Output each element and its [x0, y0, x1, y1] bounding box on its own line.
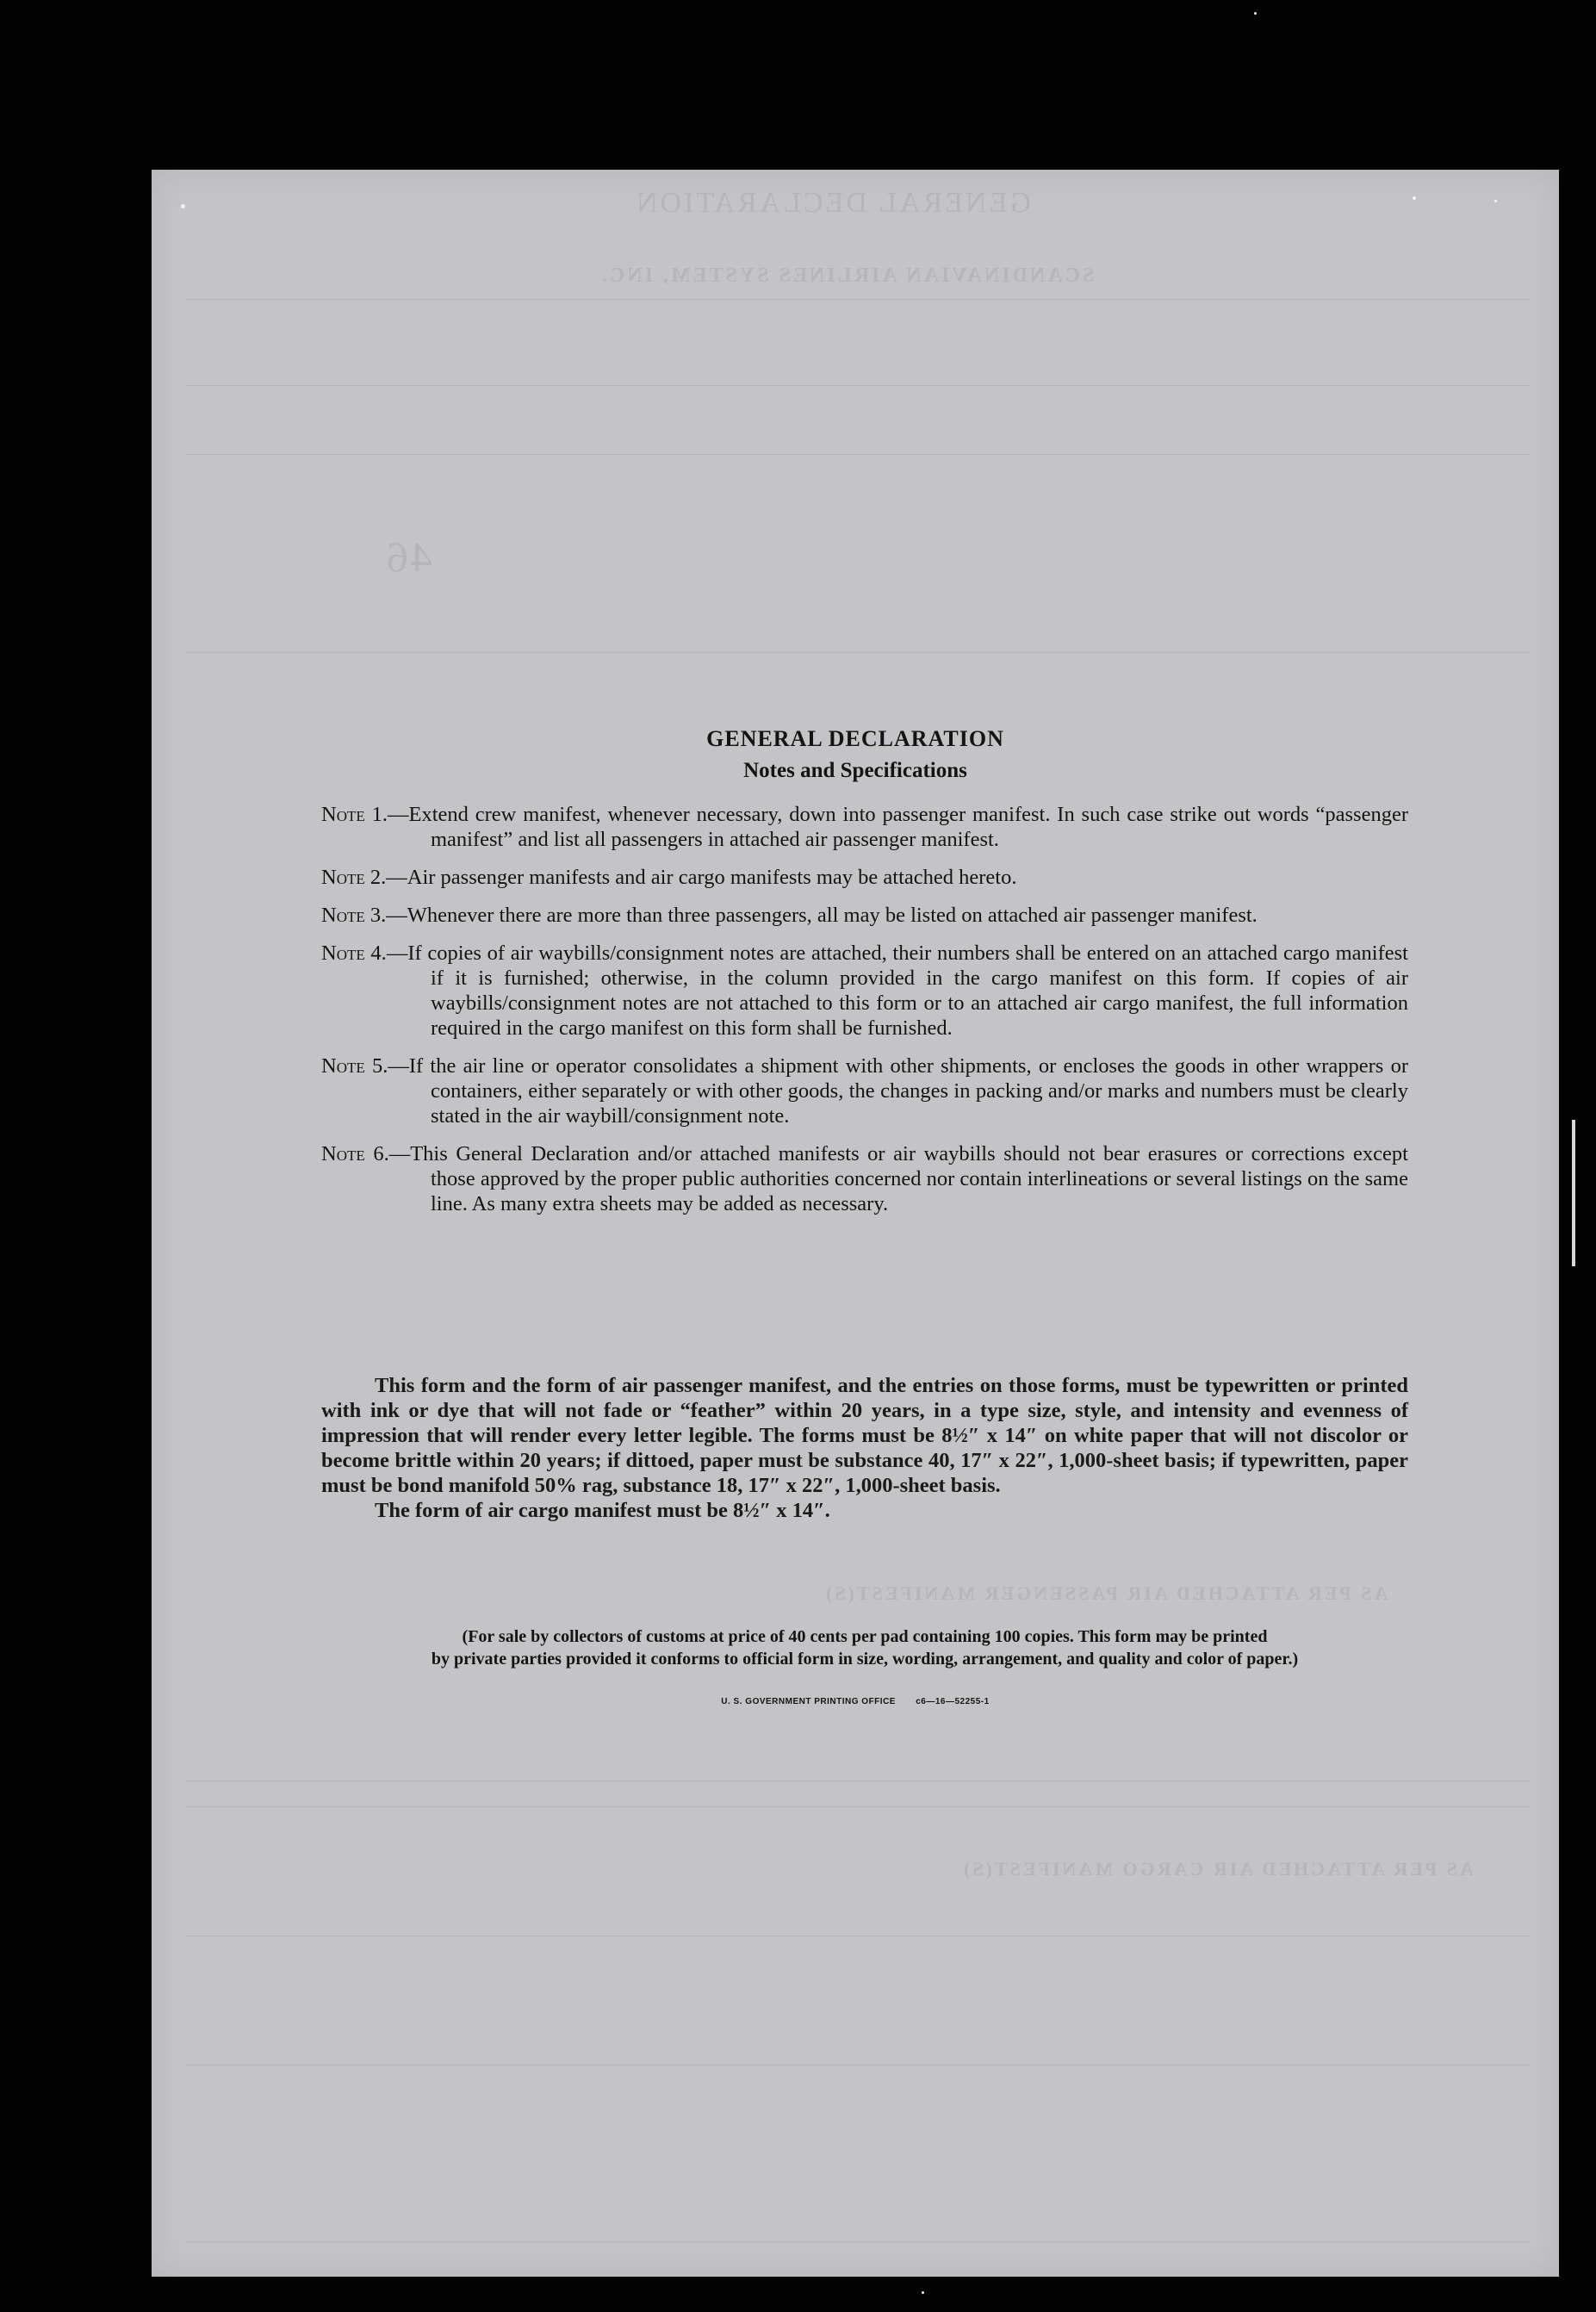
note-5-label: Note 5. [321, 1054, 388, 1078]
note-6-label: Note 6. [321, 1142, 389, 1165]
bleed-through-heading: GENERAL DECLARATION [634, 187, 1031, 219]
scan-speck [1413, 196, 1416, 200]
note-2 [321, 865, 1408, 890]
note-2-text: —Air passenger manifests and air cargo manifests may be attached hereto. [386, 866, 1017, 889]
bleed-through-number: 46 [384, 532, 432, 581]
bleed-through-stamp: AS PER ATTACHED AIR PASSENGER MANIFEST(S) [823, 1582, 1388, 1604]
note-5 [321, 1053, 1408, 1128]
note-3-text: —Whenever there are more than three passengers, all may be listed on attached air passenger manifest. [386, 904, 1258, 927]
scan-speck [181, 204, 185, 208]
specifications-paragraph: This form and the form of air passenger manifest, and the entries on those forms, must be typewritten or printed with ink or dye that will not fade or “feather” within 20 years, in a type size, style, and intensity and evenness of impression that will render every letter legible. The forms must be 8½″ x 14″ on white paper that will not discolor or become brittle within 20 years; if dittoed, paper must be substance 40, 17″ x 22″, 1,000-sheet basis; if typewritten, paper must be bond manifold 50% rag, substance 18, 17″ x 22″, 1,000-sheet basis. [321, 1374, 1408, 1497]
print-code: c6—16—52255-1 [916, 1697, 990, 1706]
note-3 [321, 903, 1408, 928]
document-content [152, 170, 1559, 2277]
scan-speck [1254, 12, 1257, 15]
note-2-label: Note 2. [321, 866, 387, 889]
sale-notice-line-2: by private parties provided it conforms to official form in size, wording, arrangement, and quality and color of paper.) [431, 1650, 1299, 1669]
document-title: GENERAL DECLARATION [706, 726, 1004, 751]
note-4 [321, 941, 1408, 1041]
notes-list [321, 802, 1408, 1229]
bleed-through-stamp: AS PER ATTACHED AIR CARGO MANIFEST(S) [961, 1858, 1474, 1880]
note-4-text: —If copies of air waybills/consignment notes are attached, their numbers shall be entered on an attached cargo manifest if it is furnished; otherwise, in the column provided in the cargo manifest on this form. If copies of air waybills/consignment notes are not attached to this form or to an attached air cargo manifest, the full information required in the cargo manifest on this form shall be furnished. [386, 942, 1408, 1040]
note-1-label: Note 1. [321, 803, 388, 826]
printer-name: U. S. GOVERNMENT PRINTING OFFICE [721, 1697, 896, 1706]
note-1 [321, 802, 1408, 852]
form-specifications [321, 1373, 1408, 1523]
document-subtitle: Notes and Specifications [743, 759, 967, 782]
note-5-text: —If the air line or operator consolidates a shipment with other shipments, or encloses the goods in other wrappers or containers, either separately or with other goods, the changes in packing and/or marks and numbers must be clearly stated in the air waybill/consignment note. [388, 1054, 1408, 1128]
printer-imprint [152, 1697, 1559, 1706]
sale-notice [321, 1625, 1408, 1670]
note-6-text: —This General Declaration and/or attached manifests or air waybills should not bear erasures or corrections except those approved by the proper public authorities concerned nor contain interlineations or several listings on the same line. As many extra sheets may be added as necessary. [388, 1142, 1408, 1215]
scan-speck [1494, 200, 1497, 202]
scan-edge-mark [1572, 1120, 1575, 1266]
note-3-label: Note 3. [321, 904, 387, 927]
note-6 [321, 1141, 1408, 1216]
sale-notice-line-1: (For sale by collectors of customs at price of 40 cents per pad containing 100 copies. This form may be printed [462, 1627, 1268, 1646]
document-sheet [152, 170, 1559, 2277]
note-1-text: —Extend crew manifest, whenever necessary, down into passenger manifest. In such case strike out words “passenger manifest” and list all passengers in attached air passenger manifest. [387, 803, 1409, 851]
cargo-manifest-specification: The form of air cargo manifest must be 8½″ x 14″. [375, 1499, 830, 1522]
note-4-label: Note 4. [321, 942, 387, 965]
scan-speck [922, 2291, 924, 2294]
bleed-through-airline: SCANDINAVIAN AIRLINES SYSTEM, INC. [599, 264, 1095, 287]
